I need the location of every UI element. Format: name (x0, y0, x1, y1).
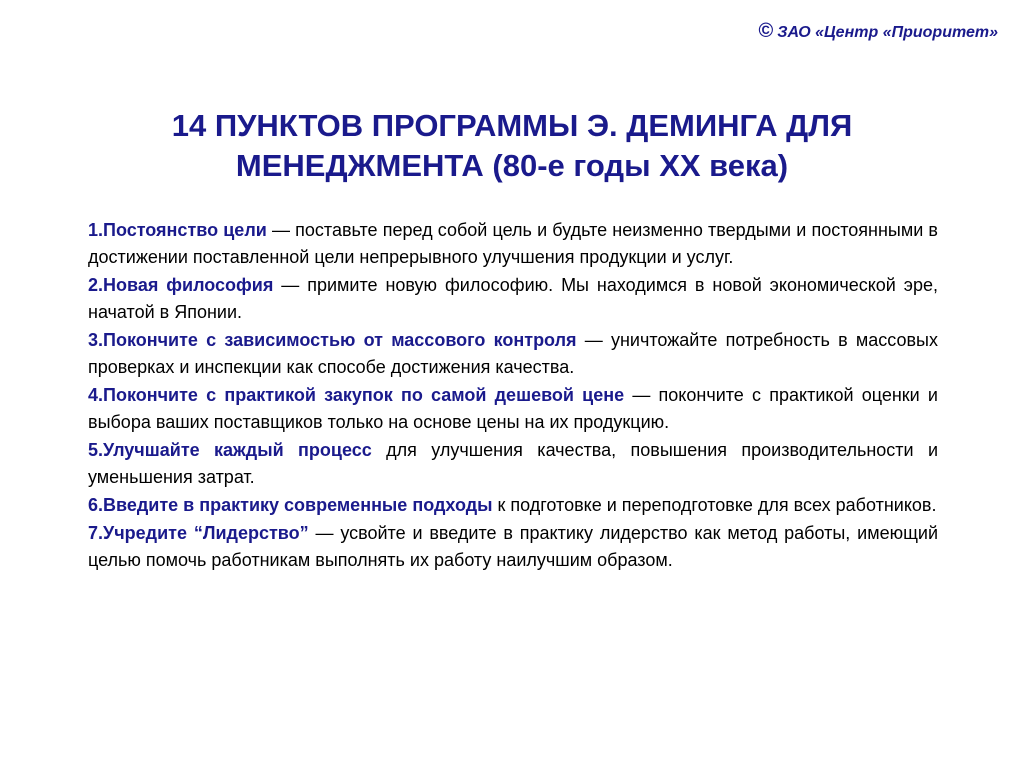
principle-text: — примите новую философию. Мы находимся в новой экономической эре, начатой в Японии. (88, 275, 938, 322)
principle-number: 3. (88, 330, 104, 350)
principle-heading: Введите в практику современные подходы (103, 495, 493, 515)
title-line-2: МЕНЕДЖМЕНТА (80-е годы XX века) (235, 148, 789, 183)
principle-text: — поставьте перед собой цель и будьте неизменно твердыми и постоянными в достижении поставленной цели непрерывного улучшения продукции и услуг. (88, 220, 938, 267)
principle-number: 4. (88, 385, 104, 405)
principle-heading: Постоянство цели (103, 220, 267, 240)
principle-item (88, 382, 938, 436)
principle-item (88, 437, 938, 491)
principle-number: 7. (88, 523, 104, 543)
principle-item (88, 272, 938, 326)
copyright-icon: © (758, 20, 774, 42)
principle-heading: Улучшайте каждый процесс (103, 440, 372, 460)
principle-heading: Учредите “Лидерство” (103, 523, 309, 543)
principle-text: к подготовке и переподготовке для всех работников. (492, 495, 937, 515)
principle-heading: Покончите с практикой закупок по самой дешевой цене (103, 385, 625, 405)
copyright-text: ЗАО «Центр «Приоритет» (777, 24, 998, 41)
page-title (60, 106, 964, 186)
principle-item (88, 217, 938, 271)
principles-list (88, 217, 938, 575)
principle-heading: Покончите с зависимостью от массового контроля (103, 330, 577, 350)
principle-text: для улучшения качества, повышения производительности и уменьшения затрат. (88, 440, 938, 487)
copyright-notice (758, 20, 998, 43)
principle-number: 1. (88, 220, 104, 240)
principle-text: — покончите с практикой оценки и выбора ваших поставщиков только на основе цены на их продукцию. (88, 385, 938, 432)
principle-number: 5. (88, 440, 104, 460)
principle-item (88, 520, 938, 574)
principle-item (88, 492, 938, 519)
title-line-1: 14 ПУНКТОВ ПРОГРАММЫ Э. ДЕМИНГА ДЛЯ (171, 108, 853, 143)
principle-text: — уничтожайте потребность в массовых проверках и инспекции как способе достижения качества. (88, 330, 938, 377)
principle-heading: Новая философия (103, 275, 274, 295)
principle-number: 2. (88, 275, 104, 295)
principle-number: 6. (88, 495, 104, 515)
principle-item (88, 327, 938, 381)
principle-text: — усвойте и введите в практику лидерство как метод работы, имеющий целью помочь работникам выполнять их работу наилучшим образом. (88, 523, 938, 570)
